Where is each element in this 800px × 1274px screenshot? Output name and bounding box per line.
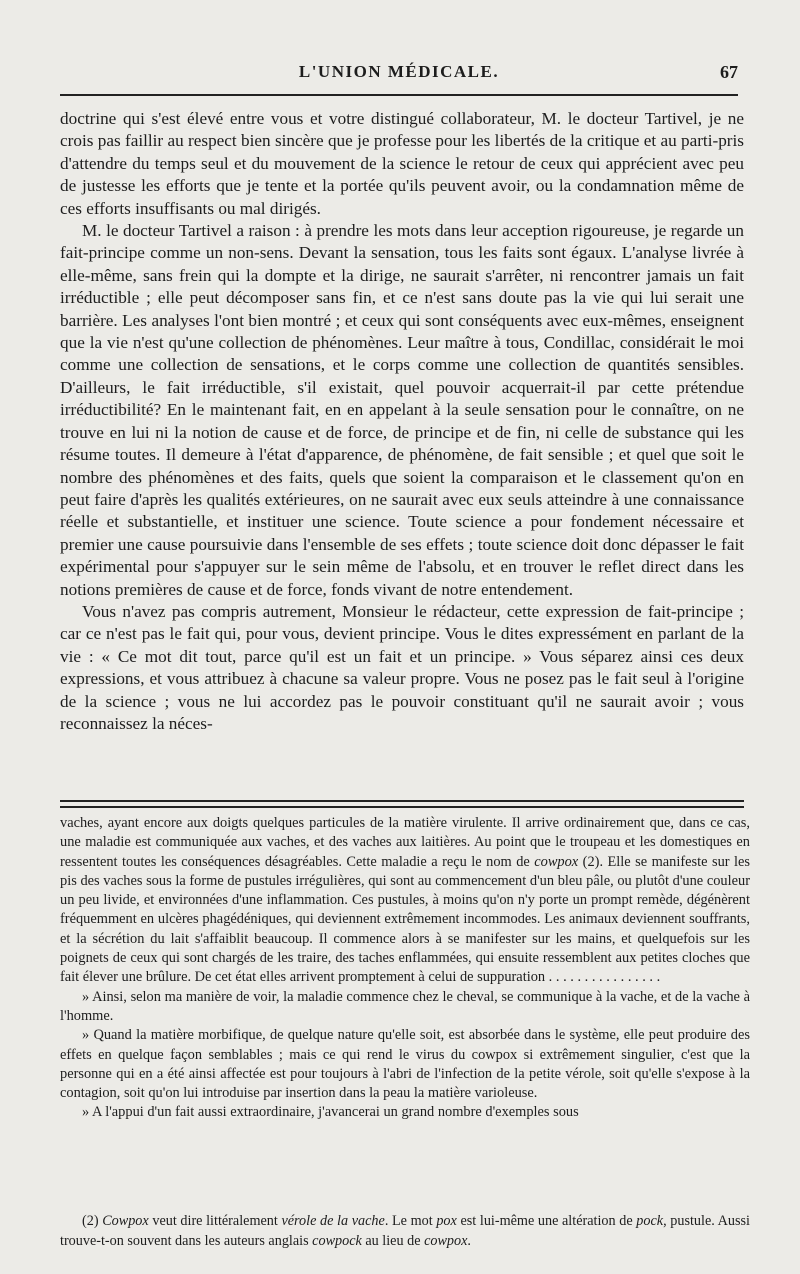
footnote-paragraph bbox=[60, 1211, 750, 1251]
page-number: 67 bbox=[720, 62, 738, 82]
footnote-text: , pustule. Aussi trouve-t-on souvent dans les auteurs anglais bbox=[60, 1213, 750, 1249]
footnote bbox=[60, 1211, 750, 1251]
quote-text: vaches, ayant encore aux doigts quelques particules de la matière virulente. Il arrive ordinairement que, dans ce cas, une maladie est communiquée aux vaches, et des vaches aux laitières. Au point que le troupeau et les domestiques en ressentent toutes les conséquences désagréables. Cette maladie a reçu le nom de bbox=[60, 815, 750, 870]
quote-paragraph bbox=[60, 814, 750, 988]
header-rule bbox=[60, 94, 738, 96]
body-paragraph: doctrine qui s'est élevé entre vous et votre distingué collaborateur, M. le docteur Tartivel, je ne crois pas faillir au respect bien sincère que je professe pour les libertés de la critique et au parti-pris d'attendre du temps seul et du mouvement de la science le retour de ceux qui apprécient avec peu de justesse les efforts que je tente et la portée qu'ils peuvent avoir, ou la condamnation même de ces efforts insuffisants ou mal dirigés. bbox=[60, 109, 744, 218]
quote-paragraph: » A l'appui d'un fait aussi extraordinaire, j'avancerai un grand nombre d'exemples sous bbox=[82, 1104, 579, 1121]
footnote-marker: (2) bbox=[82, 1213, 103, 1229]
footnote-text: . Le mot bbox=[384, 1213, 437, 1229]
section-divider bbox=[60, 800, 744, 808]
quote-text: (2). Elle se manifeste sur les pis des vaches sous la forme de pustules irrégulières, qui sont au commencement d'un bleu pâle, ou plutôt d'une couleur un peu livide, et environnées d'une inflammation. Ces pustules, à moins qu'on n'y porte un prompt remède, dégénèrent fréquemment en ulcères phagédéniques, qui deviennent extrêmement incommodes. Les animaux deviennent souffrants, et la sécrétion du lait s'affaiblit beaucoup. Il commence alors à se manifester sur les mains, et quelquefois sur les poignets de ceux qui sont chargés de les traire, des taches enflammées, qui ensuite ressemblent aux petites cloches que fait élever une brûlure. De cet état elles arrivent promptement à celui de suppuration . . . . . . . . . . . . . . . . bbox=[60, 853, 750, 986]
footnote-term: cowpox bbox=[424, 1233, 468, 1249]
footnote-term: pock bbox=[636, 1213, 664, 1229]
footnote-text: au lieu de bbox=[361, 1233, 425, 1249]
page-header bbox=[60, 58, 738, 88]
footnote-text: . bbox=[467, 1233, 471, 1249]
main-text bbox=[60, 108, 744, 735]
footnote-text: veut dire littéralement bbox=[148, 1213, 282, 1229]
body-paragraph: M. le docteur Tartivel a raison : à prendre les mots dans leur acception rigoureuse, je regarde un fait-principe comme un non-sens. Devant la sensation, tous les faits sont égaux. L'analyse livrée à elle-même, sans frein qui la dompte et la dirige, ne saurait s'arrêter, ni rencontrer jamais un fait irréductible ; elle peut décomposer sans fin, et ce n'est sans doute pas la vie qui lui serait une barrière. Les analyses l'ont bien montré ; et ceux qui sont conséquents avec eux-mêmes, enseignent que la vie n'est qu'une collection de phénomènes. Leur maître à tous, Condillac, considérait le moi comme une collection de sensations, et le corps comme une collection de quantités sensibles. D'ailleurs, le fait irréductible, s'il existait, quel pouvoir acquerrait-il par cette prétendue irréductibilité? En le maintenant fait, en en appelant à la seule sensation pour le connaître, on ne trouve en lui ni la notion de cause et de force, de principe et de fin, ni celle de substance qui les résume toutes. Il demeure à l'état d'apparence, de phénomène, de fait sensible ; et quel que soit le nombre des phénomènes et des faits, quels que soient la comparaison et le classement qu'on en peut faire d'après les qualités extérieures, on ne saurait avec eux seuls atteindre à une connaissance réelle et substantielle, et instituer une science. Toute science a pour fondement nécessaire et premier une cause poursuivie dans l'ensemble de ses effets ; toute science doit donc dépasser le fait expérimental pour s'appuyer sur le sein même de l'absolu, et en trouver le reflet direct dans les notions premières de cause et de force, fonds vivant de notre entendement. bbox=[60, 221, 744, 599]
quote-paragraph: » Ainsi, selon ma manière de voir, la maladie commence chez le cheval, se communique à la vache, et de la vache à l'homme. bbox=[60, 988, 750, 1024]
running-title: L'UNION MÉDICALE. bbox=[298, 62, 500, 81]
quoted-text bbox=[60, 814, 750, 1123]
quote-emphasis: cowpox bbox=[534, 853, 579, 870]
footnote-term: Cowpox bbox=[102, 1213, 149, 1229]
body-paragraph: Vous n'avez pas compris autrement, Monsieur le rédacteur, cette expression de fait-principe ; car ce n'est pas le fait qui, pour vous, devient principe. Vous le dites expressément en parlant de la vie : « Ce mot dit tout, parce qu'il est un fait et un principe. » Vous séparez ainsi ces deux expressions, et vous attribuez à chacune sa valeur propre. Vous ne posez pas le fait seul à l'origine de la science ; vous ne lui accordez pas le pouvoir constituant qu'il ne saurait avoir ; vous reconnaissez la néces- bbox=[60, 601, 744, 733]
footnote-term: cowpock bbox=[312, 1233, 362, 1249]
footnote-text: est lui-même une altération de bbox=[456, 1213, 637, 1229]
footnote-term: pox bbox=[436, 1213, 457, 1229]
quote-paragraph: » Quand la matière morbifique, de quelque nature qu'elle soit, est absorbée dans le système, elle peut produire des effets en quelque façon semblables ; mais ce qui rend le virus du cowpox si extrêmement singulier, c'est que la personne qui en a été ainsi affectée est pour toujours à l'abri de l'infection de la petite vérole, soit qu'elle s'expose à la contagion, soit qu'on lui introduise par insertion dans la peau la matière varioleuse. bbox=[60, 1027, 750, 1102]
footnote-term: vérole de la vache bbox=[281, 1213, 385, 1229]
